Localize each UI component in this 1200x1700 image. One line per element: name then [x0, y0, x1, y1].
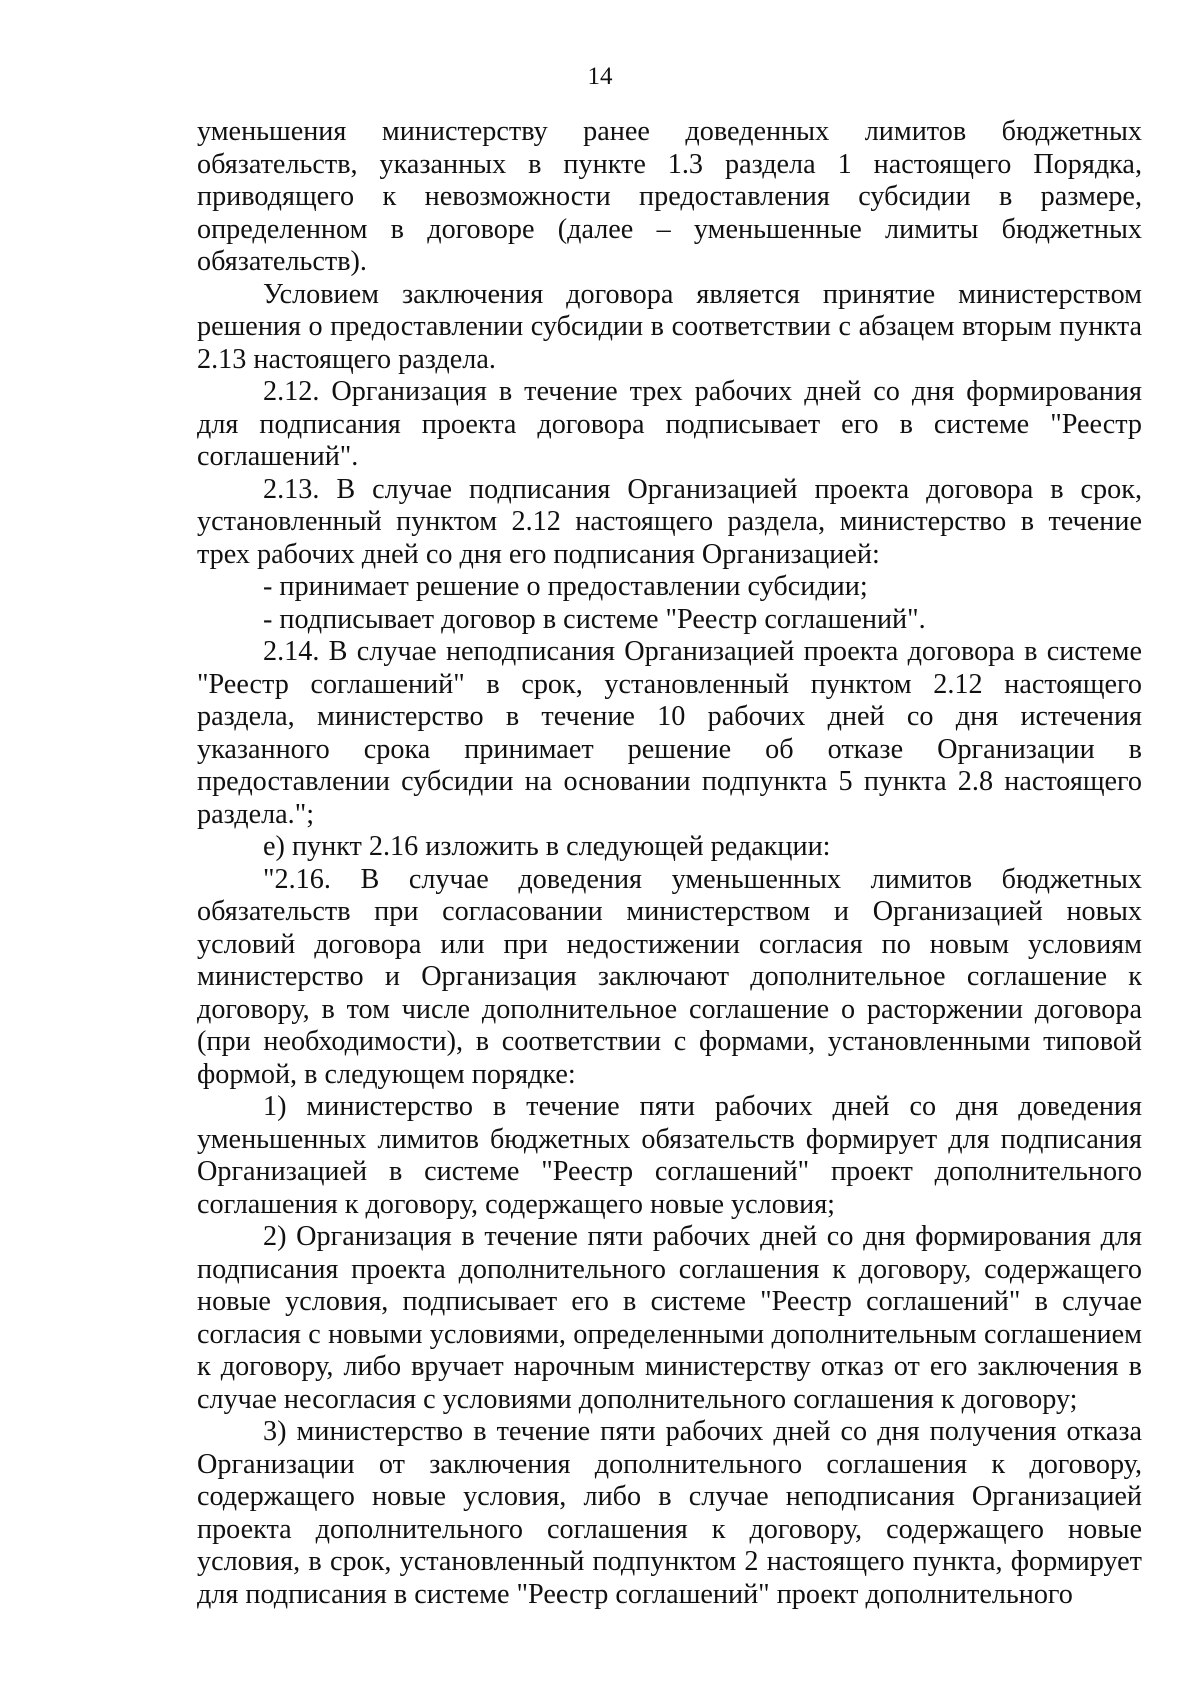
paragraph-amendment-e: е) пункт 2.16 изложить в следующей редакции:: [263, 831, 831, 862]
paragraph-0: уменьшения министерству ранее доведенных лимитов бюджетных обязательств, указанных в пункте 1.3 раздела 1 настоящего Порядка, приводящего к невозможности предоставления субсидии в размере, определенном в договоре (далее – уменьшенные лимиты бюджетных обязательств).: [197, 116, 1142, 277]
paragraph-2-16: "2.16. В случае доведения уменьшенных лимитов бюджетных обязательств при согласовании министерством и Организацией новых условий договора или при недостижении согласия по новым условиям министерство и Организация заключают дополнительное соглашение к договору, в том числе дополнительное соглашение о расторжении договора (при необходимости), в соответствии с формами, установленными типовой формой, в следующем порядке:: [197, 863, 1142, 1090]
paragraph-2-12: 2.12. Организация в течение трех рабочих дней со дня формирования для подписания проекта договора подписывает его в системе "Реестр соглашений".: [197, 376, 1142, 472]
paragraph-2-14: 2.14. В случае неподписания Организацией проекта договора в системе "Реестр соглашений" в срок, установленный пунктом 2.12 настоящего раздела, министерство в течение 10 рабочих дней со дня истечения указанного срока принимает решение об отказе Организации в предоставлении субсидии на основании подпункта 5 пункта 2.8 настоящего раздела.";: [197, 636, 1142, 830]
subitem-3: 3) министерство в течение пяти рабочих дней со дня получения отказа Организации от заключения дополнительного соглашения к договору, содержащего новые условия, либо в случае неподписания Организацией проекта дополнительного соглашения к договору, содержащего новые условия, в срок, установленный подпунктом 2 настоящего пункта, формирует для подписания в системе "Реестр соглашений" проект дополнительного: [197, 1416, 1142, 1610]
paragraph-1: Условием заключения договора является принятие министерством решения о предоставлении субсидии в соответствии с абзацем вторым пункта 2.13 настоящего раздела.: [197, 278, 1142, 375]
list-item-sign: - подписывает договор в системе "Реестр соглашений".: [263, 603, 926, 635]
page-number: 14: [587, 63, 613, 90]
document-body: [197, 116, 1142, 1611]
subitem-1: 1) министерство в течение пяти рабочих дней со дня доведения уменьшенных лимитов бюджетных обязательств формирует для подписания Организацией в системе "Реестр соглашений" проект дополнительного соглашения к договору, содержащего новые условия;: [197, 1091, 1142, 1220]
subitem-2: 2) Организация в течение пяти рабочих дней со дня формирования для подписания проекта дополнительного соглашения к договору, содержащего новые условия, подписывает его в системе "Реестр соглашений" в случае согласия с новыми условиями, определенными дополнительным соглашением к договору, либо вручает нарочным министерству отказ от его заключения в случае несогласия с условиями дополнительного соглашения к договору;: [197, 1221, 1142, 1415]
list-item-decision: - принимает решение о предоставлении субсидии;: [263, 571, 868, 602]
paragraph-2-13: 2.13. В случае подписания Организацией проекта договора в срок, установленный пунктом 2.12 настоящего раздела, министерство в течение трех рабочих дней со дня его подписания Организацией:: [197, 473, 1142, 570]
